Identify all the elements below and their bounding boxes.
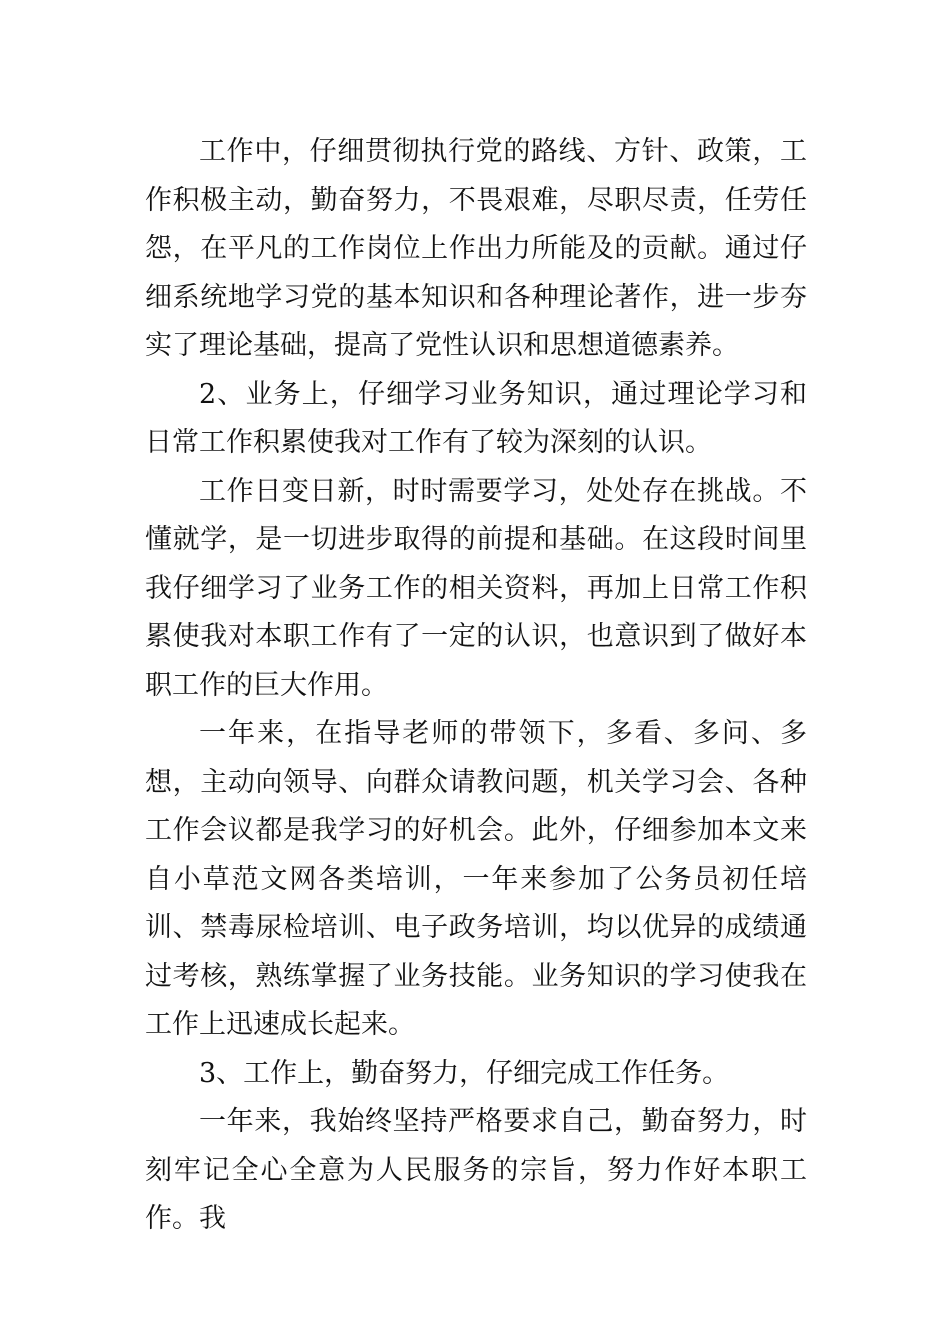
paragraph-training: 一年来，在指导老师的带领下，多看、多问、多想，主动向领导、向群众请教问题，机关学习会、各种工作会议都是我学习的好机会。此外，仔细参加本文来自小草范文网各类培训，一年来参加了公务员初任培训、禁毒尿检培训、电子政务培训，均以优异的成绩通过考核，熟练掌握了业务技能。业务知识的学习使我在工作上迅速成长起来。	[145, 718, 807, 1040]
paragraph-party-study: 工作中，仔细贯彻执行党的路线、方针、政策，工作积极主动，勤奋努力，不畏艰难，尽职尽责，任劳任怨，在平凡的工作岗位上作出力所能及的贡献。通过仔细系统地学习党的基本知识和各种理论著作，进一步夯实了理论基础，提高了党性认识和思想道德素养。	[145, 136, 807, 361]
paragraph-business-heading: 2、业务上，仔细学习业务知识，通过理论学习和日常工作积累使我对工作有了较为深刻的认识。	[145, 378, 807, 458]
paragraph-work-attitude: 一年来，我始终坚持严格要求自己，勤奋努力，时刻牢记全心全意为人民服务的宗旨，努力作好本职工作。我	[145, 1106, 807, 1234]
paragraph-daily-learning: 工作日变日新，时时需要学习，处处存在挑战。不懂就学，是一切进步取得的前提和基础。在这段时间里我仔细学习了业务工作的相关资料，再加上日常工作积累使我对本职工作有了一定的认识，也意识到了做好本职工作的巨大作用。	[145, 475, 807, 701]
document-page	[145, 128, 807, 1244]
paragraph-work-heading: 3、工作上，勤奋努力，仔细完成工作任务。	[199, 1057, 730, 1089]
